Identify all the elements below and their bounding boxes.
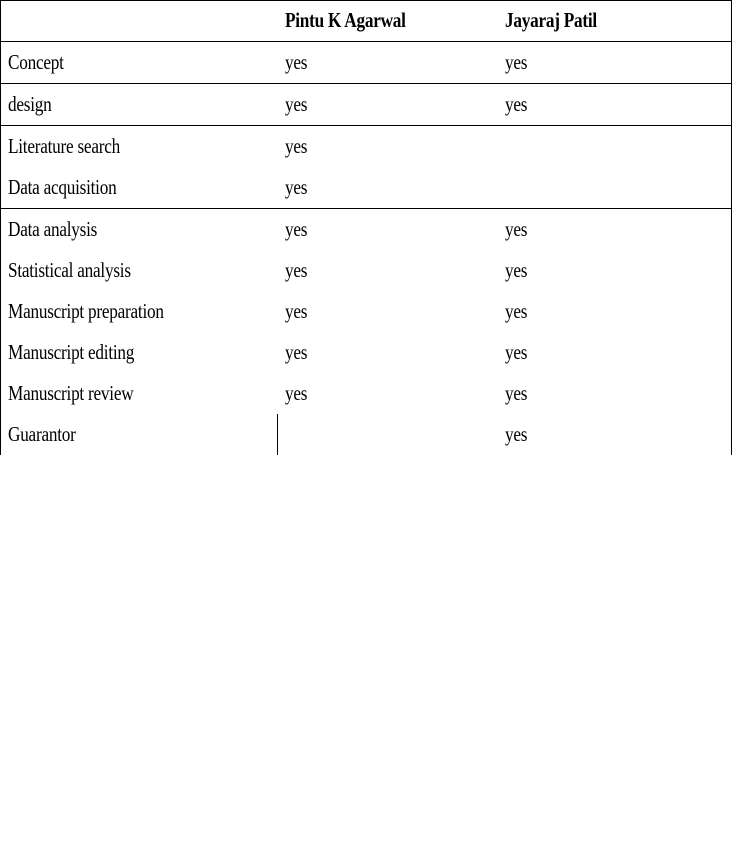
header-cell-author-2: Jayaraj Patil	[497, 0, 732, 42]
header-cell-author-1: Pintu K Agarwal	[277, 0, 497, 42]
table-row	[0, 42, 732, 84]
table-header-row	[0, 0, 732, 42]
row-label: Data acquisition	[0, 167, 277, 209]
cell-author-1: yes	[285, 217, 308, 241]
cell-author-2: yes	[504, 381, 527, 405]
header-cell-empty	[0, 0, 277, 42]
table-row	[0, 126, 732, 168]
table-row	[0, 84, 732, 126]
cell-author-2: yes	[504, 340, 527, 364]
row-label: Manuscript review	[8, 381, 134, 405]
row-label: Manuscript editing	[8, 340, 135, 364]
table-row	[0, 250, 732, 291]
cell-author-2	[497, 126, 732, 168]
cell-author-2: yes	[504, 258, 527, 282]
cell-author-1: yes	[285, 340, 308, 364]
row-label: Manuscript preparation	[8, 299, 164, 323]
cell-author-2: yes	[504, 422, 527, 446]
cell-author-2: yes	[497, 84, 732, 126]
table-row	[0, 167, 732, 209]
cell-author-1: yes	[285, 134, 308, 158]
row-label: Statistical analysis	[8, 258, 131, 282]
row-label: design	[0, 84, 277, 126]
cell-author-2: yes	[504, 217, 527, 241]
row-label: Guarantor	[8, 422, 76, 446]
table-row	[0, 414, 732, 455]
cell-author-2: yes	[504, 299, 527, 323]
cell-author-1	[277, 414, 497, 455]
cell-author-1: yes	[277, 84, 497, 126]
table-row	[0, 209, 732, 251]
cell-author-1: yes	[277, 42, 497, 84]
row-label: Data analysis	[8, 217, 98, 241]
row-label: Literature search	[8, 134, 120, 158]
table-row	[0, 332, 732, 373]
table-row	[0, 291, 732, 332]
cell-author-1: yes	[285, 299, 308, 323]
row-label: Concept	[0, 42, 277, 84]
cell-author-1: yes	[285, 258, 308, 282]
cell-author-2: yes	[497, 42, 732, 84]
table-row	[0, 373, 732, 414]
cell-author-1: yes	[277, 167, 497, 209]
cell-author-2	[497, 167, 732, 209]
cell-author-1: yes	[285, 381, 308, 405]
